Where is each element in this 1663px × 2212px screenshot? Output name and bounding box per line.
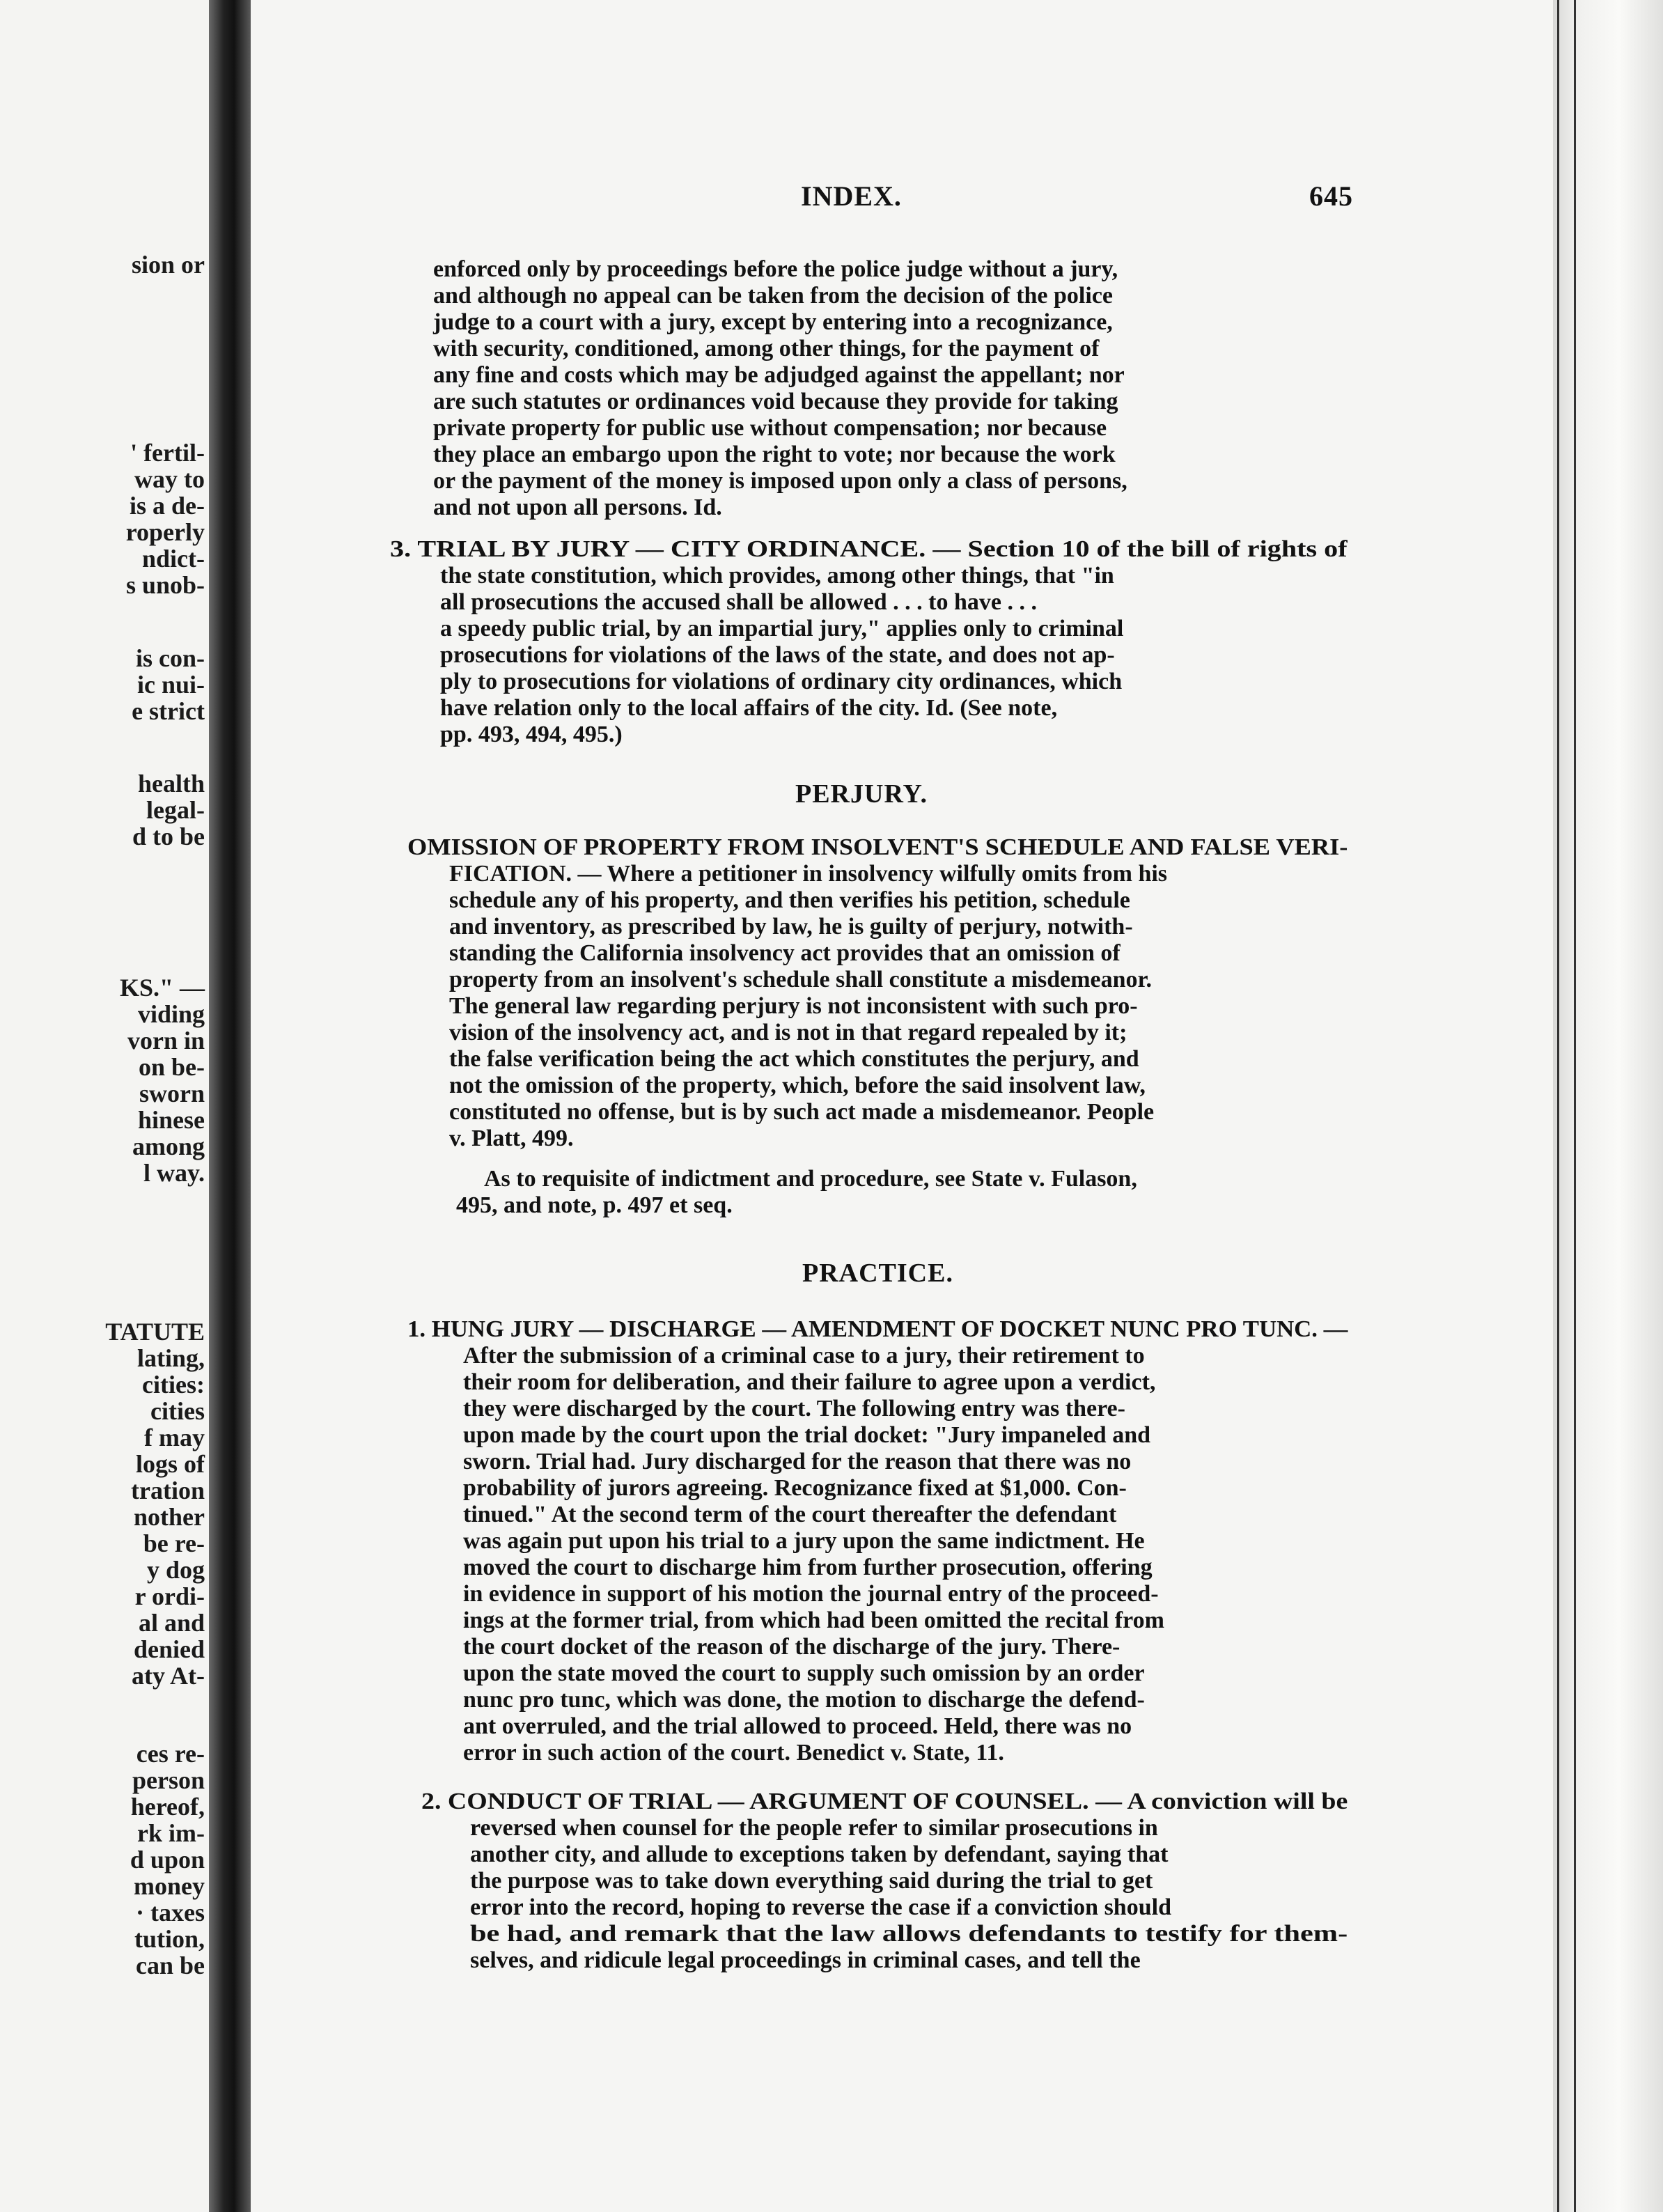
text-line: upon made by the court upon the trial docket: "Jury impaneled and xyxy=(463,1422,1151,1448)
text-line: reversed when counsel for the people refer to similar prosecutions in xyxy=(470,1815,1158,1841)
left-page-fragment: d upon xyxy=(130,1846,205,1874)
text-line: 3. TRIAL BY JURY — CITY ORDINANCE. — Section 10 of the bill of rights of xyxy=(390,536,1348,562)
text-line: in evidence in support of his motion the journal entry of the proceed- xyxy=(463,1581,1159,1607)
left-page-fragment: legal- xyxy=(146,796,205,824)
left-page-fragment: rk im- xyxy=(137,1819,205,1847)
book-gutter xyxy=(209,0,251,2212)
left-page-fragment: tution, xyxy=(134,1925,205,1953)
text-line: the false verification being the act which constitutes the perjury, and xyxy=(449,1046,1139,1072)
text-line: The general law regarding perjury is not inconsistent with such pro- xyxy=(449,993,1138,1019)
left-page-fragment: among xyxy=(132,1132,205,1160)
left-page-fragment: vorn in xyxy=(127,1027,205,1054)
left-page-fragment: y dog xyxy=(146,1556,205,1584)
left-facing-page xyxy=(0,0,209,2212)
left-page-fragment: ndict- xyxy=(142,545,205,573)
left-page-fragment: health xyxy=(137,770,205,797)
text-line: OMISSION OF PROPERTY FROM INSOLVENT'S SCHEDULE AND FALSE VERI- xyxy=(407,834,1348,860)
text-line: and inventory, as prescribed by law, he is guilty of perjury, notwith- xyxy=(449,914,1133,940)
text-line: schedule any of his property, and then verifies his petition, schedule xyxy=(449,887,1130,913)
left-page-fragment: lating, xyxy=(136,1344,205,1372)
text-line: their room for deliberation, and their failure to agree upon a verdict, xyxy=(463,1369,1156,1395)
text-line: sworn. Trial had. Jury discharged for the reason that there was no xyxy=(463,1449,1132,1474)
left-page-fragment: money xyxy=(134,1872,205,1900)
left-page-fragment: s unob- xyxy=(125,571,205,599)
text-line: ply to prosecutions for violations of ordinary city ordinances, which xyxy=(440,669,1123,694)
left-page-fragment: aty At- xyxy=(132,1662,205,1690)
left-page-fragment: KS." — xyxy=(119,974,205,1002)
left-page-fragment: logs of xyxy=(136,1450,205,1478)
left-page-fragment: cities xyxy=(150,1397,205,1425)
left-page-fragment: · taxes xyxy=(136,1899,205,1926)
text-line: upon the state moved the court to supply such omission by an order xyxy=(463,1660,1145,1686)
text-line: be had, and remark that the law allows defendants to testify for them- xyxy=(470,1921,1348,1947)
page-edge-line xyxy=(1574,0,1576,2212)
left-page-fragment: f may xyxy=(144,1424,205,1451)
left-page-fragment: TATUTE xyxy=(105,1318,205,1346)
left-page-fragment: cities: xyxy=(142,1371,205,1399)
left-page-fragment: is con- xyxy=(136,644,205,672)
text-line: or the payment of the money is imposed upon only a class of persons, xyxy=(433,468,1127,494)
text-line: ant overruled, and the trial allowed to proceed. Held, there was no xyxy=(463,1713,1132,1739)
section-heading: PRACTICE. xyxy=(802,1259,953,1288)
left-page-fragment: be re- xyxy=(143,1529,205,1557)
text-line: probability of jurors agreeing. Recognizance fixed at $1,000. Con- xyxy=(463,1475,1127,1501)
text-line: a speedy public trial, by an impartial jury," applies only to criminal xyxy=(440,616,1124,641)
left-page-fragment: al and xyxy=(138,1609,205,1637)
text-line: 495, and note, p. 497 et seq. xyxy=(456,1192,733,1218)
text-line: they place an embargo upon the right to vote; nor because the work xyxy=(433,442,1116,467)
left-page-fragment: tration xyxy=(131,1477,205,1504)
left-page-fragment: ces re- xyxy=(136,1740,205,1768)
left-page-fragment: hinese xyxy=(137,1106,205,1134)
text-line: 2. CONDUCT OF TRIAL — ARGUMENT OF COUNSEL. — A conviction will be xyxy=(421,1789,1348,1814)
text-line: selves, and ridicule legal proceedings in criminal cases, and tell the xyxy=(470,1947,1141,1973)
text-line: not the omission of the property, which, before the said insolvent law, xyxy=(449,1073,1146,1098)
text-line: judge to a court with a jury, except by entering into a recognizance, xyxy=(433,309,1113,335)
text-line: enforced only by proceedings before the police judge without a jury, xyxy=(433,256,1118,282)
left-page-fragment: denied xyxy=(133,1635,205,1663)
right-page-edge xyxy=(1553,0,1663,2212)
text-line: private property for public use without compensation; nor because xyxy=(433,415,1107,441)
text-line: After the submission of a criminal case to a jury, their retirement to xyxy=(463,1343,1145,1369)
text-line: constituted no offense, but is by such act made a misdemeanor. People xyxy=(449,1099,1155,1125)
left-page-fragment: ic nui- xyxy=(136,671,205,699)
left-page-fragment: sworn xyxy=(139,1080,205,1107)
left-page-fragment: is a de- xyxy=(130,492,205,520)
text-line: FICATION. — Where a petitioner in insolvency wilfully omits from his xyxy=(449,861,1168,887)
text-line: was again put upon his trial to a jury upon the same indictment. He xyxy=(463,1528,1145,1554)
text-line: v. Platt, 499. xyxy=(449,1126,574,1151)
text-line: and although no appeal can be taken from the decision of the police xyxy=(433,283,1114,309)
left-page-fragment: can be xyxy=(136,1952,205,1979)
text-line: nunc pro tunc, which was done, the motion to discharge the defend- xyxy=(463,1687,1145,1713)
left-page-fragment: d to be xyxy=(132,823,205,850)
text-line: and not upon all persons. Id. xyxy=(433,494,722,520)
text-line: As to requisite of indictment and procedure, see State v. Fulason, xyxy=(484,1166,1137,1192)
section-heading: PERJURY. xyxy=(795,779,928,809)
page-edge-line xyxy=(1557,0,1559,2212)
left-page-fragment: viding xyxy=(137,1000,205,1028)
text-line: they were discharged by the court. The following entry was there- xyxy=(463,1396,1125,1422)
text-line: ings at the former trial, from which had been omitted the recital from xyxy=(463,1607,1164,1633)
page-number: 645 xyxy=(1309,180,1353,212)
text-line: 1. HUNG JURY — DISCHARGE — AMENDMENT OF DOCKET NUNC PRO TUNC. — xyxy=(407,1316,1348,1342)
text-line: pp. 493, 494, 495.) xyxy=(440,722,623,747)
text-line: with security, conditioned, among other things, for the payment of xyxy=(433,336,1100,361)
text-line: tinued." At the second term of the court thereafter the defendant xyxy=(463,1502,1117,1527)
text-line: error into the record, hoping to reverse the case if a conviction should xyxy=(470,1894,1171,1920)
text-line: standing the California insolvency act provides that an omission of xyxy=(449,940,1121,966)
text-line: are such statutes or ordinances void because they provide for taking xyxy=(433,389,1118,414)
text-line: any fine and costs which may be adjudged against the appellant; nor xyxy=(433,362,1125,388)
left-page-fragment: way to xyxy=(134,465,205,493)
left-page-fragment: ' fertil- xyxy=(130,439,205,467)
left-page-fragment: on be- xyxy=(138,1053,205,1081)
text-line: error in such action of the court. Benedict v. State, 11. xyxy=(463,1740,1004,1766)
text-line: another city, and allude to exceptions taken by defendant, saying that xyxy=(470,1841,1169,1867)
left-page-fragment: sion or xyxy=(131,251,205,279)
text-line: moved the court to discharge him from further prosecution, offering xyxy=(463,1555,1153,1580)
text-line: the purpose was to take down everything said during the trial to get xyxy=(470,1868,1153,1894)
text-line: property from an insolvent's schedule shall constitute a misdemeanor. xyxy=(449,967,1153,992)
left-page-fragment: e strict xyxy=(132,697,205,725)
text-line: all prosecutions the accused shall be allowed . . . to have . . . xyxy=(440,589,1037,615)
left-page-fragment: nother xyxy=(134,1503,205,1531)
text-line: the court docket of the reason of the discharge of the jury. There- xyxy=(463,1634,1121,1660)
text-line: vision of the insolvency act, and is not in that regard repealed by it; xyxy=(449,1020,1127,1045)
left-page-fragment: person xyxy=(132,1766,205,1794)
left-page-fragment: hereof, xyxy=(130,1793,205,1821)
text-line: the state constitution, which provides, among other things, that "in xyxy=(440,563,1114,589)
text-line: have relation only to the local affairs of the city. Id. (See note, xyxy=(440,695,1058,721)
text-line: prosecutions for violations of the laws of the state, and does not ap- xyxy=(440,642,1115,668)
left-page-fragment: l way. xyxy=(143,1159,205,1187)
left-page-fragment: roperly xyxy=(125,518,205,546)
running-header-title: INDEX. xyxy=(801,180,902,212)
left-page-fragment: r ordi- xyxy=(134,1582,205,1610)
